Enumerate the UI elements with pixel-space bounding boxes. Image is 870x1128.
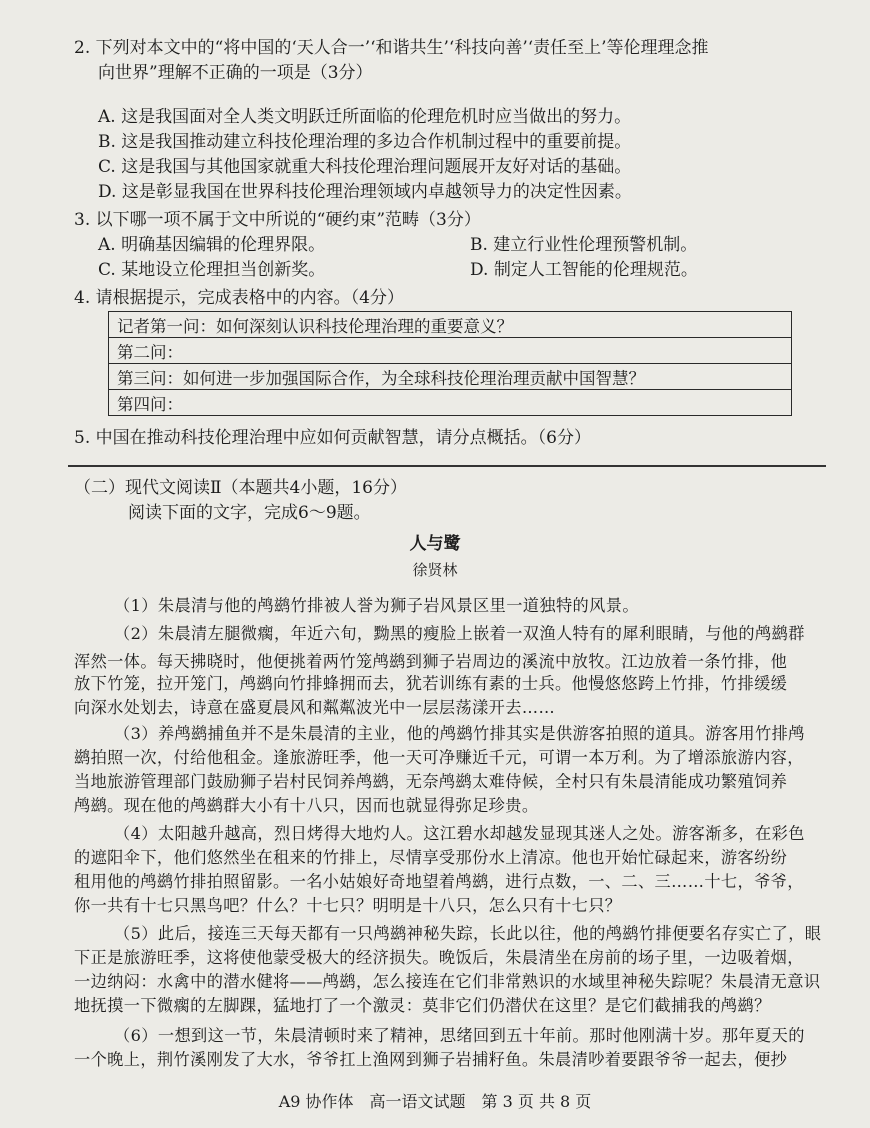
q2-stem-line1: 2. 下列对本文中的“将中国的‘天人合一’‘和谐共生’‘科技向善’‘责任至上’等伦理理念推 bbox=[74, 38, 709, 58]
q2-option-d: D. 这是彰显我国在世界科技伦理治理领域内卓越领导力的决定性因素。 bbox=[98, 182, 632, 202]
section2-header: （二）现代文阅读Ⅱ（本题共4小题，16分） bbox=[74, 478, 408, 498]
q2-option-c: C. 这是我国与其他国家就重大科技伦理治理问题展开友好对话的基础。 bbox=[98, 157, 632, 177]
para5-line2: 下正是旅游旺季，这将使他蒙受极大的经济损失。晚饭后，朱晨清坐在房前的场子里，一边吸着烟， bbox=[74, 948, 804, 967]
para5-line3: 一边纳闷：水禽中的潜水健将——鸬鹚，怎么接连在它们非常熟识的水域里神秘失踪呢？朱晨清无意识 bbox=[74, 972, 821, 991]
q3-stem: 3. 以下哪一项不属于文中所说的“硬约束”范畴（3分） bbox=[74, 210, 481, 230]
para3-line4: 鸬鹚。现在他的鸬鹚群大小有十八只，因而也就显得弥足珍贵。 bbox=[74, 796, 539, 815]
para1-line1: （1）朱晨清与他的鸬鹚竹排被人誉为狮子岩风景区里一道独特的风景。 bbox=[114, 596, 639, 615]
para2-line3: 放下竹笼，拉开笼门，鸬鹚向竹排蜂拥而去，犹若训练有素的士兵。他慢悠悠跨上竹排，竹排缓缓 bbox=[74, 674, 788, 693]
para3-line2: 鹚拍照一次，付给他租金。逢旅游旺季，他一天可净赚近千元，可谓一本万利。为了增添旅游内容， bbox=[74, 748, 804, 767]
section2-instruction: 阅读下面的文字，完成6～9题。 bbox=[128, 503, 371, 523]
para4-line1: （4）太阳越升越高，烈日烤得大地灼人。这江碧水却越发显现其迷人之处。游客渐多，在彩色 bbox=[114, 824, 805, 843]
page-footer: A9 协作体 高一语文试题 第 3 页 共 8 页 bbox=[278, 1092, 592, 1111]
para2-line4: 向深水处划去，诗意在盛夏晨风和粼粼波光中一层层荡漾开去…… bbox=[74, 698, 556, 717]
q3-option-d: D. 制定人工智能的伦理规范。 bbox=[470, 260, 698, 280]
article-author: 徐贤林 bbox=[412, 561, 458, 579]
para2-line2: 浑然一体。每天拂晓时，他便挑着两竹笼鸬鹚到狮子岩周边的溪流中放牧。江边放着一条竹排，他 bbox=[74, 652, 788, 671]
para4-line3: 租用他的鸬鹚竹排拍照留影。一名小姑娘好奇地望着鸬鹚，进行点数，一、二、三……十七，爷爷， bbox=[74, 872, 804, 891]
q4-row-4[interactable]: 第四问： bbox=[109, 390, 792, 416]
q4-row-1: 记者第一问：如何深刻认识科技伦理治理的重要意义？ bbox=[109, 312, 792, 338]
para5-line1: （5）此后，接连三天每天都有一只鸬鹚神秘失踪，长此以往，他的鸬鹚竹排便要名存实亡了，眼 bbox=[114, 924, 822, 943]
q5-stem: 5. 中国在推动科技伦理治理中应如何贡献智慧，请分点概括。（6分） bbox=[74, 428, 591, 448]
para4-line4: 你一共有十七只黑鸟吧？什么？十七只？明明是十八只，怎么只有十七只？ bbox=[74, 896, 622, 915]
para6-line1: （6）一想到这一节，朱晨清顿时来了精神，思绪回到五十年前。那时他刚满十岁。那年夏天的 bbox=[114, 1026, 805, 1045]
q2-option-a: A. 这是我国面对全人类文明跃迁所面临的伦理危机时应当做出的努力。 bbox=[98, 107, 632, 127]
q3-option-b: B. 建立行业性伦理预警机制。 bbox=[470, 235, 698, 255]
para6-line2: 一个晚上，荆竹溪刚发了大水，爷爷扛上渔网到狮子岩捕籽鱼。朱晨清吵着要跟爷爷一起去，便抄 bbox=[74, 1050, 788, 1069]
para5-line4: 地抚摸一下微瘸的左脚踝，猛地打了一个激灵：莫非它们仍潜伏在这里？是它们截捕我的鸬鹚？ bbox=[74, 996, 771, 1015]
article-title: 人与鹭 bbox=[409, 534, 461, 554]
section-divider bbox=[68, 465, 826, 467]
q3-option-c: C. 某地设立伦理担当创新奖。 bbox=[98, 260, 326, 280]
q4-answer-table bbox=[108, 311, 792, 416]
q4-row-3: 第三问：如何进一步加强国际合作，为全球科技伦理治理贡献中国智慧？ bbox=[109, 364, 792, 390]
para3-line3: 当地旅游管理部门鼓励狮子岩村民饲养鸬鹚，无奈鸬鹚太难侍候，全村只有朱晨清能成功繁殖饲养 bbox=[74, 772, 788, 791]
q2-stem-line2: 向世界”理解不正确的一项是（3分） bbox=[98, 63, 373, 83]
para3-line1: （3）养鸬鹚捕鱼并不是朱晨清的主业，他的鸬鹚竹排其实是供游客拍照的道具。游客用竹排鸬 bbox=[114, 724, 805, 743]
para4-line2: 的遮阳伞下，他们悠然坐在租来的竹排上，尽情享受那份水上清凉。他也开始忙碌起来，游客纷纷 bbox=[74, 848, 788, 867]
q2-option-b: B. 这是我国推动建立科技伦理治理的多边合作机制过程中的重要前提。 bbox=[98, 132, 632, 152]
q4-stem: 4. 请根据提示，完成表格中的内容。（4分） bbox=[74, 288, 404, 308]
q4-row-2[interactable]: 第二问： bbox=[109, 338, 792, 364]
q3-option-a: A. 明确基因编辑的伦理界限。 bbox=[98, 235, 326, 255]
para2-line1: （2）朱晨清左腿微瘸，年近六旬，黝黑的瘦脸上嵌着一双渔人特有的犀利眼睛，与他的鸬鹚群 bbox=[114, 624, 805, 643]
